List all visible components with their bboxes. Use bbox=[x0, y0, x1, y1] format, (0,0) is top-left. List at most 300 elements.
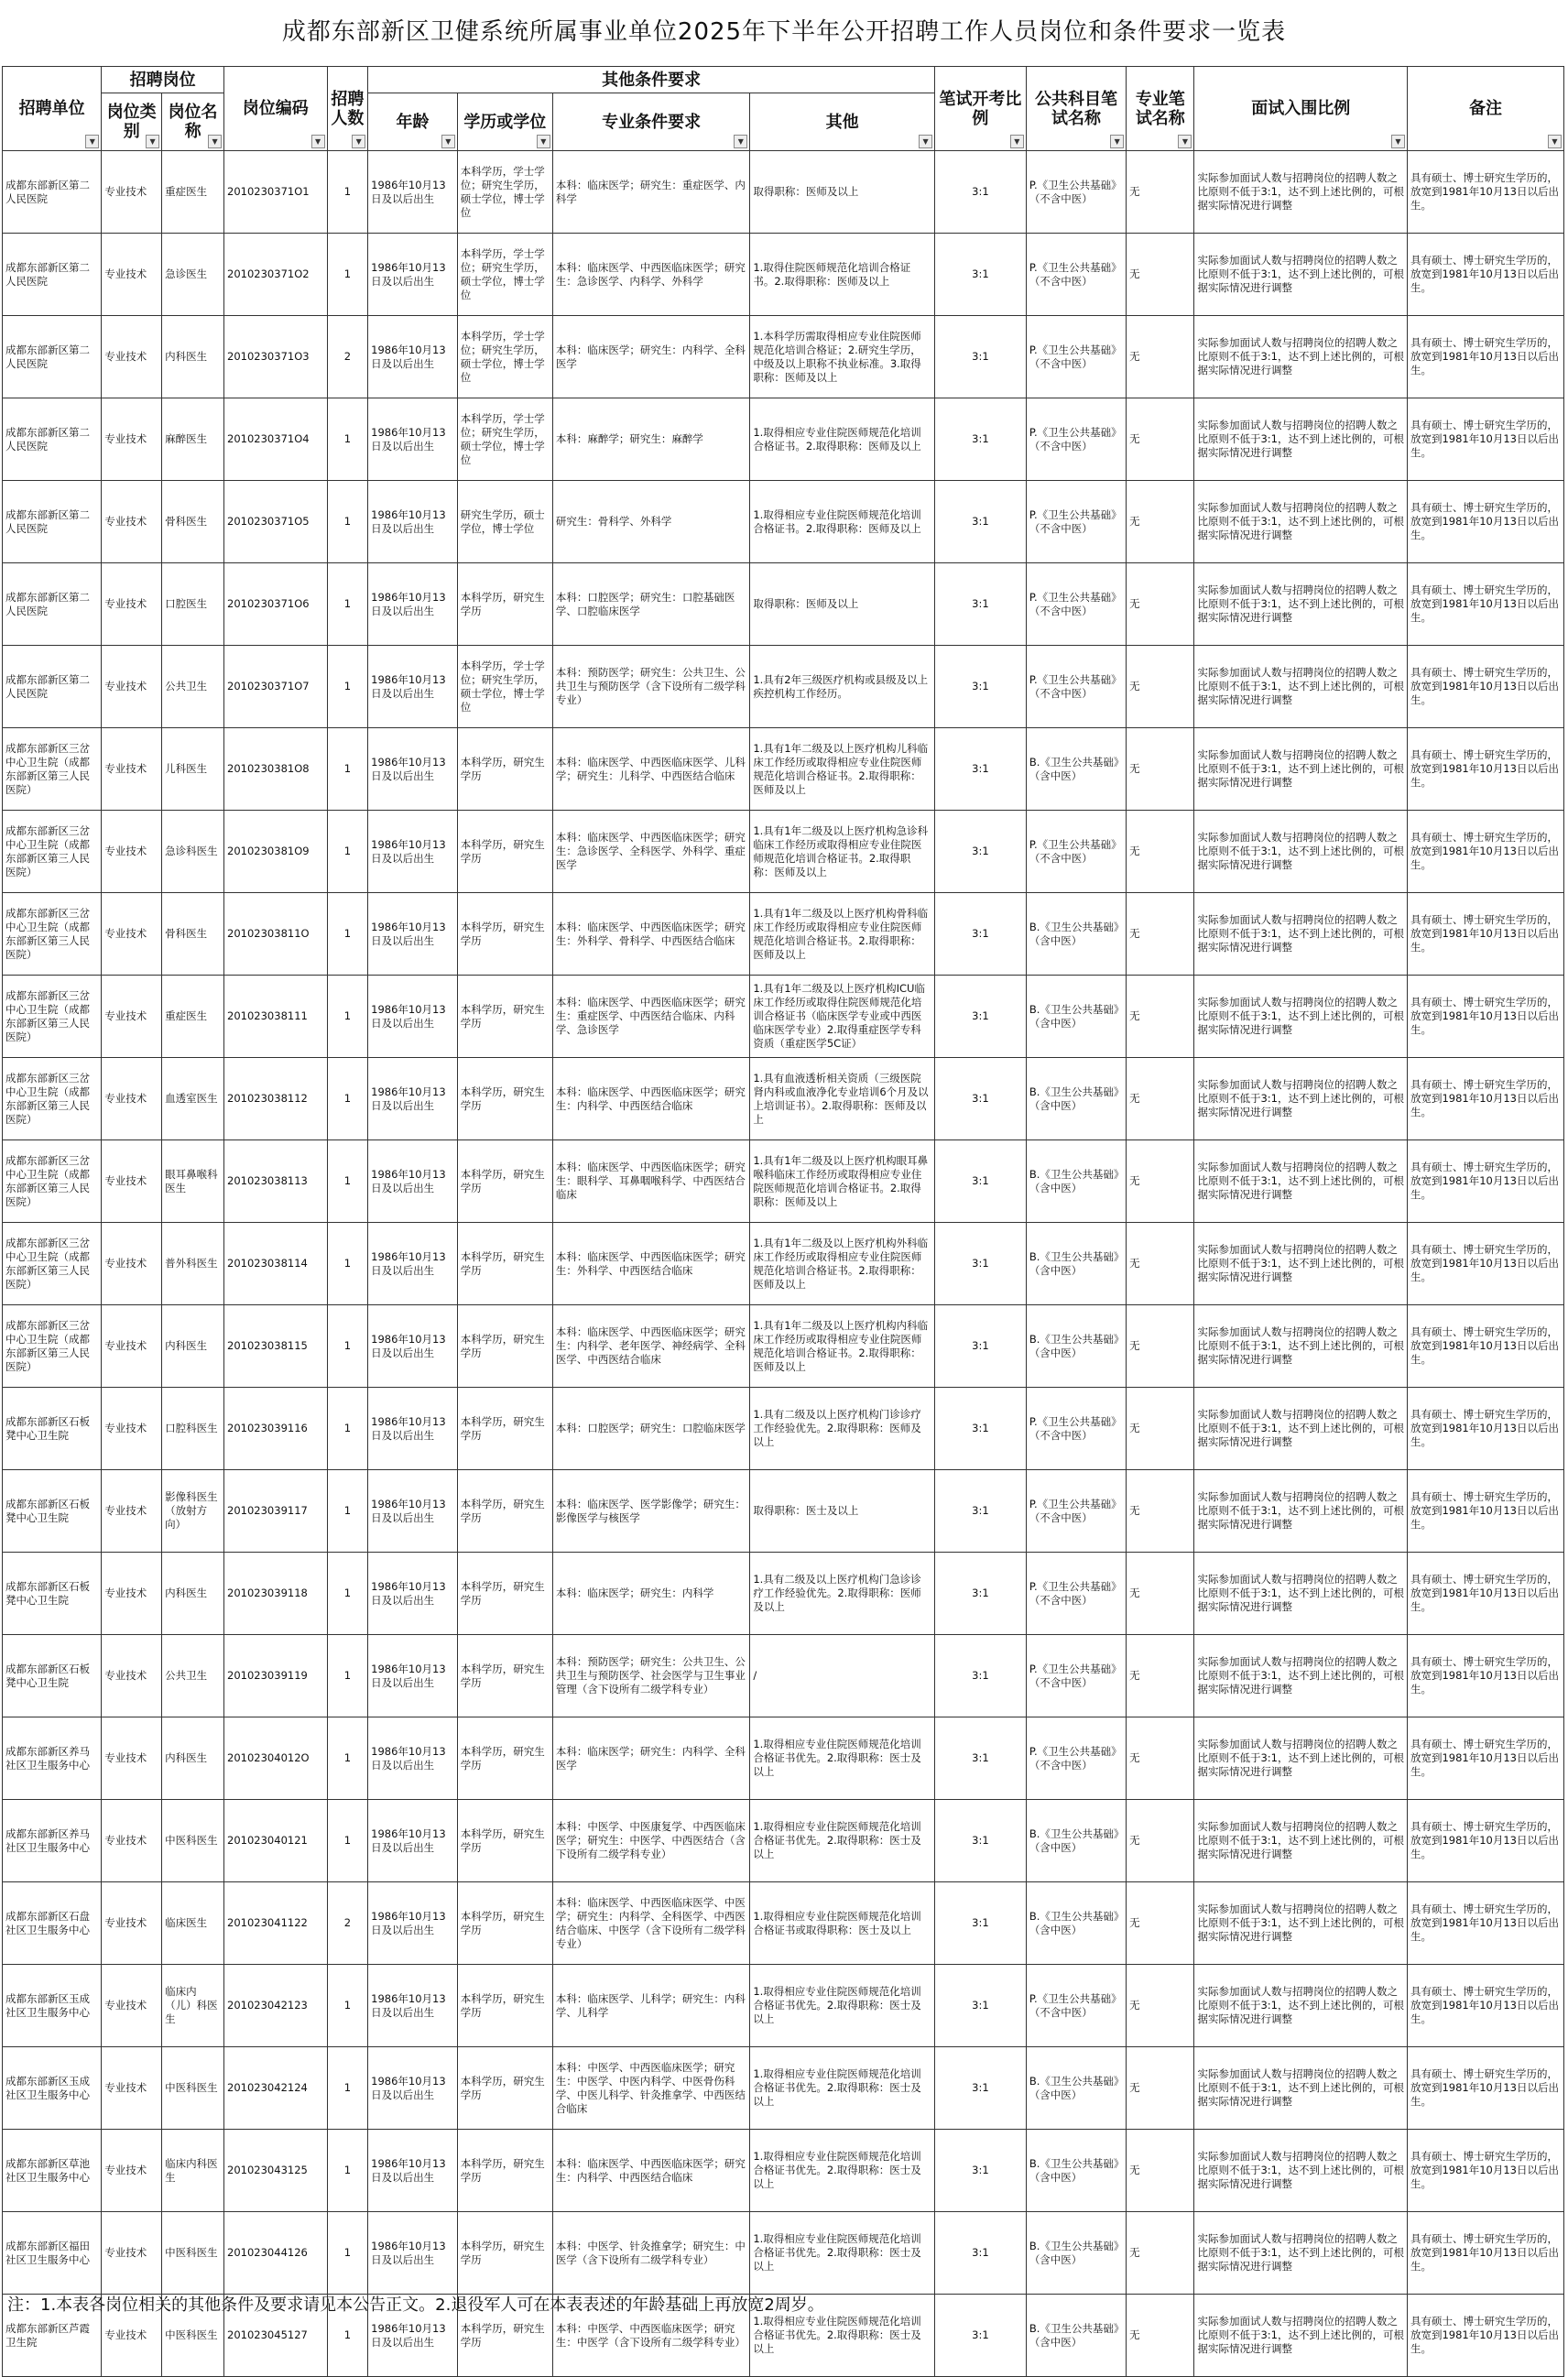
cell-age: 1986年10月13日及以后出生 bbox=[368, 1223, 458, 1305]
table-row bbox=[3, 728, 1564, 811]
cell-other: 取得职称：医师及以上 bbox=[750, 151, 935, 234]
cell-prof-exam: 无 bbox=[1127, 1800, 1194, 1882]
cell-unit: 成都东部新区三岔中心卫生院（成都东部新区第三人民医院） bbox=[3, 893, 102, 976]
cell-interview-ratio: 实际参加面试人数与招聘岗位的招聘人数之比原则不低于3:1，达不到上述比例的，可根据实际情况进行调整 bbox=[1194, 1717, 1408, 1800]
table-row bbox=[3, 1305, 1564, 1388]
cell-position-name: 重症医生 bbox=[162, 976, 224, 1058]
cell-major: 本科：临床医学、中西医临床医学；研究生：急诊医学、内科学、外科学 bbox=[552, 234, 750, 316]
cell-education: 本科学历，研究生学历 bbox=[457, 2130, 552, 2212]
cell-position-code: 201023041122 bbox=[224, 1882, 328, 1965]
cell-age: 1986年10月13日及以后出生 bbox=[368, 1800, 458, 1882]
cell-public-subject: P.《卫生公共基础》（不含中医） bbox=[1026, 1553, 1126, 1635]
cell-interview-ratio: 实际参加面试人数与招聘岗位的招聘人数之比原则不低于3:1，达不到上述比例的，可根据实际情况进行调整 bbox=[1194, 1470, 1408, 1553]
cell-exam-ratio: 3:1 bbox=[935, 481, 1027, 563]
cell-major: 本科：预防医学；研究生：公共卫生、公共卫生与预防医学（含下设所有二级学科专业） bbox=[552, 646, 750, 728]
cell-age: 1986年10月13日及以后出生 bbox=[368, 1388, 458, 1470]
cell-public-subject: B.《卫生公共基础》（含中医） bbox=[1026, 2047, 1126, 2130]
header-public-subject: 公共科目笔试名称 ▼ bbox=[1026, 67, 1126, 151]
cell-other: 1.具有1年二级及以上医疗机构儿科临床工作经历或取得相应专业住院医师规范化培训合格证书。2.取得职称：医师及以上 bbox=[750, 728, 935, 811]
cell-other: 1.具有1年二级及以上医疗机构眼耳鼻喉科临床工作经历或取得相应专业住院医师规范化培训合格证书。2.取得职称：医师及以上 bbox=[750, 1140, 935, 1223]
cell-remark: 具有硕士、博士研究生学历的，放宽到1981年10月13日以后出生。 bbox=[1407, 2212, 1563, 2295]
cell-unit: 成都东部新区第二人民医院 bbox=[3, 563, 102, 646]
cell-position-type: 专业技术 bbox=[102, 1635, 162, 1717]
cell-position-code: 2010230381O9 bbox=[224, 811, 328, 893]
cell-exam-ratio: 3:1 bbox=[935, 646, 1027, 728]
dropdown-arrow-icon[interactable]: ▼ bbox=[1178, 135, 1192, 148]
cell-position-name: 骨科医生 bbox=[162, 893, 224, 976]
cell-position-type: 专业技术 bbox=[102, 1140, 162, 1223]
cell-major: 本科：临床医学、中西医临床医学；研究生：外科学、骨科学、中西医结合临床 bbox=[552, 893, 750, 976]
dropdown-arrow-icon[interactable]: ▼ bbox=[85, 135, 99, 148]
cell-education: 本科学历，学士学位；研究生学历，硕士学位，博士学位 bbox=[457, 316, 552, 398]
cell-remark: 具有硕士、博士研究生学历的，放宽到1981年10月13日以后出生。 bbox=[1407, 563, 1563, 646]
cell-count: 1 bbox=[327, 1058, 368, 1140]
cell-age: 1986年10月13日及以后出生 bbox=[368, 893, 458, 976]
cell-age: 1986年10月13日及以后出生 bbox=[368, 1553, 458, 1635]
cell-public-subject: B.《卫生公共基础》（含中医） bbox=[1026, 893, 1126, 976]
cell-position-code: 201023043125 bbox=[224, 2130, 328, 2212]
cell-prof-exam: 无 bbox=[1127, 1470, 1194, 1553]
cell-exam-ratio: 3:1 bbox=[935, 1882, 1027, 1965]
cell-public-subject: B.《卫生公共基础》（含中医） bbox=[1026, 1882, 1126, 1965]
cell-position-code: 2010230371O6 bbox=[224, 563, 328, 646]
cell-prof-exam: 无 bbox=[1127, 646, 1194, 728]
cell-prof-exam: 无 bbox=[1127, 234, 1194, 316]
cell-position-type: 专业技术 bbox=[102, 646, 162, 728]
cell-exam-ratio: 3:1 bbox=[935, 234, 1027, 316]
cell-count: 1 bbox=[327, 2130, 368, 2212]
cell-other: 1.取得相应专业住院医师规范化培训合格证书优先。2.取得职称：医士及以上 bbox=[750, 2295, 935, 2377]
cell-major: 本科：临床医学；研究生：内科学 bbox=[552, 1553, 750, 1635]
cell-public-subject: P.《卫生公共基础》（不含中医） bbox=[1026, 1717, 1126, 1800]
cell-interview-ratio: 实际参加面试人数与招聘岗位的招聘人数之比原则不低于3:1，达不到上述比例的，可根据实际情况进行调整 bbox=[1194, 1965, 1408, 2047]
cell-remark: 具有硕士、博士研究生学历的，放宽到1981年10月13日以后出生。 bbox=[1407, 1965, 1563, 2047]
cell-exam-ratio: 3:1 bbox=[935, 316, 1027, 398]
header-major: 专业条件要求 ▼ bbox=[552, 93, 750, 151]
table-row bbox=[3, 2047, 1564, 2130]
cell-unit: 成都东部新区三岔中心卫生院（成都东部新区第三人民医院） bbox=[3, 976, 102, 1058]
cell-unit: 成都东部新区三岔中心卫生院（成都东部新区第三人民医院） bbox=[3, 1058, 102, 1140]
cell-age: 1986年10月13日及以后出生 bbox=[368, 1965, 458, 2047]
header-age: 年龄 ▼ bbox=[368, 93, 458, 151]
cell-education: 本科学历，研究生学历 bbox=[457, 1800, 552, 1882]
cell-position-code: 201023038113 bbox=[224, 1140, 328, 1223]
cell-unit: 成都东部新区福田社区卫生服务中心 bbox=[3, 2212, 102, 2295]
header-position-group: 招聘岗位 bbox=[102, 67, 224, 93]
cell-position-name: 公共卫生 bbox=[162, 646, 224, 728]
cell-major: 本科：中医学、中西医临床医学；研究生：中医学（含下设所有二级学科专业） bbox=[552, 2295, 750, 2377]
cell-education: 本科学历，研究生学历 bbox=[457, 893, 552, 976]
cell-count: 1 bbox=[327, 1800, 368, 1882]
header-other-conditions: 其他条件要求 bbox=[368, 67, 935, 93]
cell-prof-exam: 无 bbox=[1127, 563, 1194, 646]
cell-education: 本科学历，研究生学历 bbox=[457, 2047, 552, 2130]
cell-count: 1 bbox=[327, 1717, 368, 1800]
dropdown-arrow-icon[interactable]: ▼ bbox=[441, 135, 455, 148]
cell-other: 1.本科学历需取得相应专业住院医师规范化培训合格证；2.研究生学历，中级及以上职称不执业标准。3.取得职称：医师及以上 bbox=[750, 316, 935, 398]
cell-position-code: 201023039116 bbox=[224, 1388, 328, 1470]
cell-position-code: 201023038111 bbox=[224, 976, 328, 1058]
cell-position-type: 专业技术 bbox=[102, 1305, 162, 1388]
cell-age: 1986年10月13日及以后出生 bbox=[368, 2212, 458, 2295]
cell-major: 本科：临床医学、中西医临床医学；研究生：内科学、中西医结合临床 bbox=[552, 2130, 750, 2212]
cell-position-type: 专业技术 bbox=[102, 1882, 162, 1965]
cell-major: 本科：临床医学、中西医临床医学；研究生：外科学、中西医结合临床 bbox=[552, 1223, 750, 1305]
cell-interview-ratio: 实际参加面试人数与招聘岗位的招聘人数之比原则不低于3:1，达不到上述比例的，可根据实际情况进行调整 bbox=[1194, 1635, 1408, 1717]
dropdown-arrow-icon[interactable]: ▼ bbox=[311, 135, 325, 148]
cell-remark: 具有硕士、博士研究生学历的，放宽到1981年10月13日以后出生。 bbox=[1407, 1882, 1563, 1965]
cell-interview-ratio: 实际参加面试人数与招聘岗位的招聘人数之比原则不低于3:1，达不到上述比例的，可根据实际情况进行调整 bbox=[1194, 976, 1408, 1058]
cell-major: 本科：临床医学、中西医临床医学；研究生：内科学、老年医学、神经病学、全科医学、中西医结合临床 bbox=[552, 1305, 750, 1388]
cell-position-code: 2010230381O8 bbox=[224, 728, 328, 811]
cell-position-name: 内科医生 bbox=[162, 316, 224, 398]
cell-unit: 成都东部新区三岔中心卫生院（成都东部新区第三人民医院） bbox=[3, 1305, 102, 1388]
cell-position-type: 专业技术 bbox=[102, 2295, 162, 2377]
cell-position-type: 专业技术 bbox=[102, 893, 162, 976]
cell-other: 1.具有血液透析相关资质（三级医院肾内科或血液净化专业培训6个月及以上培训证书）。2.取得职称：医师及以上 bbox=[750, 1058, 935, 1140]
cell-public-subject: B.《卫生公共基础》（含中医） bbox=[1026, 1223, 1126, 1305]
cell-exam-ratio: 3:1 bbox=[935, 1553, 1027, 1635]
cell-exam-ratio: 3:1 bbox=[935, 1800, 1027, 1882]
dropdown-arrow-icon[interactable]: ▼ bbox=[1110, 135, 1124, 148]
cell-education: 本科学历，研究生学历 bbox=[457, 2212, 552, 2295]
cell-other: 1.具有1年二级及以上医疗机构ICU临床工作经历或取得住院医师规范化培训合格证书（临床医学专业或中西医临床医学专业）2.取得重症医学专科资质（重症医学5C证） bbox=[750, 976, 935, 1058]
dropdown-arrow-icon[interactable]: ▼ bbox=[919, 135, 932, 148]
cell-education: 本科学历，研究生学历 bbox=[457, 1223, 552, 1305]
cell-interview-ratio: 实际参加面试人数与招聘岗位的招聘人数之比原则不低于3:1，达不到上述比例的，可根据实际情况进行调整 bbox=[1194, 316, 1408, 398]
cell-remark: 具有硕士、博士研究生学历的，放宽到1981年10月13日以后出生。 bbox=[1407, 481, 1563, 563]
cell-interview-ratio: 实际参加面试人数与招聘岗位的招聘人数之比原则不低于3:1，达不到上述比例的，可根据实际情况进行调整 bbox=[1194, 2047, 1408, 2130]
cell-other: 1.具有2年三级医疗机构或县级及以上疾控机构工作经历。 bbox=[750, 646, 935, 728]
cell-public-subject: P.《卫生公共基础》（不含中医） bbox=[1026, 563, 1126, 646]
cell-position-name: 影像科医生（放射方向） bbox=[162, 1470, 224, 1553]
cell-position-code: 20102304012O bbox=[224, 1717, 328, 1800]
cell-education: 本科学历，研究生学历 bbox=[457, 811, 552, 893]
table-row bbox=[3, 2130, 1564, 2212]
header-unit: 招聘单位 ▼ bbox=[3, 67, 102, 151]
dropdown-arrow-icon[interactable]: ▼ bbox=[352, 135, 365, 148]
cell-unit: 成都东部新区养马社区卫生服务中心 bbox=[3, 1717, 102, 1800]
header-position-name: 岗位名称 ▼ bbox=[162, 93, 224, 151]
table-row bbox=[3, 1635, 1564, 1717]
cell-age: 1986年10月13日及以后出生 bbox=[368, 234, 458, 316]
cell-position-code: 2010230371O1 bbox=[224, 151, 328, 234]
cell-exam-ratio: 3:1 bbox=[935, 2130, 1027, 2212]
cell-exam-ratio: 3:1 bbox=[935, 811, 1027, 893]
cell-count: 1 bbox=[327, 2212, 368, 2295]
cell-major: 本科：临床医学、中西医临床医学；研究生：眼科学、耳鼻咽喉科学、中西医结合临床 bbox=[552, 1140, 750, 1223]
cell-other: 1.取得相应专业住院医师规范化培训合格证书优先。2.取得职称：医士及以上 bbox=[750, 1800, 935, 1882]
cell-unit: 成都东部新区三岔中心卫生院（成都东部新区第三人民医院） bbox=[3, 1140, 102, 1223]
cell-position-code: 201023042124 bbox=[224, 2047, 328, 2130]
cell-unit: 成都东部新区石板凳中心卫生院 bbox=[3, 1553, 102, 1635]
cell-age: 1986年10月13日及以后出生 bbox=[368, 1140, 458, 1223]
cell-interview-ratio: 实际参加面试人数与招聘岗位的招聘人数之比原则不低于3:1，达不到上述比例的，可根据实际情况进行调整 bbox=[1194, 1140, 1408, 1223]
cell-public-subject: P.《卫生公共基础》（不含中医） bbox=[1026, 481, 1126, 563]
cell-remark: 具有硕士、博士研究生学历的，放宽到1981年10月13日以后出生。 bbox=[1407, 646, 1563, 728]
cell-prof-exam: 无 bbox=[1127, 1140, 1194, 1223]
cell-remark: 具有硕士、博士研究生学历的，放宽到1981年10月13日以后出生。 bbox=[1407, 1553, 1563, 1635]
cell-count: 1 bbox=[327, 481, 368, 563]
cell-exam-ratio: 3:1 bbox=[935, 1635, 1027, 1717]
cell-prof-exam: 无 bbox=[1127, 1717, 1194, 1800]
header-position-code: 岗位编码 ▼ bbox=[224, 67, 328, 151]
cell-prof-exam: 无 bbox=[1127, 1635, 1194, 1717]
cell-position-name: 血透室医生 bbox=[162, 1058, 224, 1140]
table-row bbox=[3, 1965, 1564, 2047]
cell-exam-ratio: 3:1 bbox=[935, 1388, 1027, 1470]
table-row bbox=[3, 1140, 1564, 1223]
table-row bbox=[3, 976, 1564, 1058]
table-row bbox=[3, 1800, 1564, 1882]
cell-position-type: 专业技术 bbox=[102, 151, 162, 234]
dropdown-arrow-icon[interactable]: ▼ bbox=[208, 135, 222, 148]
cell-position-name: 临床内科医生 bbox=[162, 2130, 224, 2212]
cell-other: 1.具有1年二级及以上医疗机构外科临床工作经历或取得相应专业住院医师规范化培训合格证书。2.取得职称：医师及以上 bbox=[750, 1223, 935, 1305]
cell-public-subject: B.《卫生公共基础》（含中医） bbox=[1026, 1058, 1126, 1140]
cell-exam-ratio: 3:1 bbox=[935, 1223, 1027, 1305]
header-count: 招聘人数 ▼ bbox=[327, 67, 368, 151]
cell-major: 本科：临床医学、中西医临床医学；研究生：重症医学、中西医结合临床、内科学、急诊医学 bbox=[552, 976, 750, 1058]
cell-other: 1.具有二级及以上医疗机构门诊诊疗工作经验优先。2.取得职称：医师及以上 bbox=[750, 1388, 935, 1470]
cell-major: 本科：口腔医学；研究生：口腔基础医学、口腔临床医学 bbox=[552, 563, 750, 646]
cell-position-type: 专业技术 bbox=[102, 2047, 162, 2130]
cell-age: 1986年10月13日及以后出生 bbox=[368, 1635, 458, 1717]
cell-count: 1 bbox=[327, 151, 368, 234]
cell-position-type: 专业技术 bbox=[102, 1965, 162, 2047]
cell-position-name: 中医科医生 bbox=[162, 2295, 224, 2377]
cell-major: 本科：预防医学；研究生：公共卫生、公共卫生与预防医学、社会医学与卫生事业管理（含下设所有二级学科专业） bbox=[552, 1635, 750, 1717]
cell-prof-exam: 无 bbox=[1127, 1305, 1194, 1388]
cell-public-subject: B.《卫生公共基础》（含中医） bbox=[1026, 2130, 1126, 2212]
cell-position-name: 眼耳鼻喉科医生 bbox=[162, 1140, 224, 1223]
cell-interview-ratio: 实际参加面试人数与招聘岗位的招聘人数之比原则不低于3:1，达不到上述比例的，可根据实际情况进行调整 bbox=[1194, 646, 1408, 728]
dropdown-arrow-icon[interactable]: ▼ bbox=[1548, 135, 1562, 148]
cell-unit: 成都东部新区第二人民医院 bbox=[3, 481, 102, 563]
table-row bbox=[3, 1223, 1564, 1305]
cell-position-name: 骨科医生 bbox=[162, 481, 224, 563]
cell-position-name: 普外科医生 bbox=[162, 1223, 224, 1305]
cell-position-code: 201023038112 bbox=[224, 1058, 328, 1140]
cell-unit: 成都东部新区草池社区卫生服务中心 bbox=[3, 2130, 102, 2212]
cell-public-subject: B.《卫生公共基础》（含中医） bbox=[1026, 728, 1126, 811]
cell-count: 2 bbox=[327, 316, 368, 398]
cell-count: 1 bbox=[327, 976, 368, 1058]
cell-count: 1 bbox=[327, 1140, 368, 1223]
dropdown-arrow-icon[interactable]: ▼ bbox=[146, 135, 159, 148]
cell-position-name: 儿科医生 bbox=[162, 728, 224, 811]
cell-interview-ratio: 实际参加面试人数与招聘岗位的招聘人数之比原则不低于3:1，达不到上述比例的，可根据实际情况进行调整 bbox=[1194, 234, 1408, 316]
cell-position-code: 201023039118 bbox=[224, 1553, 328, 1635]
cell-major: 本科：中医学、中医康复学、中西医临床医学；研究生：中医学、中西医结合（含下设所有二级学科专业） bbox=[552, 1800, 750, 1882]
cell-remark: 具有硕士、博士研究生学历的，放宽到1981年10月13日以后出生。 bbox=[1407, 1470, 1563, 1553]
cell-interview-ratio: 实际参加面试人数与招聘岗位的招聘人数之比原则不低于3:1，达不到上述比例的，可根据实际情况进行调整 bbox=[1194, 2295, 1408, 2377]
cell-count: 1 bbox=[327, 1388, 368, 1470]
cell-public-subject: P.《卫生公共基础》（不含中医） bbox=[1026, 398, 1126, 481]
cell-other: / bbox=[750, 1635, 935, 1717]
cell-exam-ratio: 3:1 bbox=[935, 151, 1027, 234]
cell-major: 本科：临床医学；研究生：内科学、全科医学 bbox=[552, 316, 750, 398]
cell-public-subject: P.《卫生公共基础》（不含中医） bbox=[1026, 151, 1126, 234]
cell-education: 本科学历，研究生学历 bbox=[457, 1717, 552, 1800]
page-title: 成都东部新区卫健系统所属事业单位2025年下半年公开招聘工作人员岗位和条件要求一览表 bbox=[281, 18, 1287, 46]
header-education: 学历或学位 ▼ bbox=[457, 93, 552, 151]
cell-interview-ratio: 实际参加面试人数与招聘岗位的招聘人数之比原则不低于3:1，达不到上述比例的，可根据实际情况进行调整 bbox=[1194, 1388, 1408, 1470]
cell-position-type: 专业技术 bbox=[102, 1470, 162, 1553]
cell-exam-ratio: 3:1 bbox=[935, 1470, 1027, 1553]
cell-education: 本科学历，学士学位；研究生学历，硕士学位，博士学位 bbox=[457, 151, 552, 234]
cell-unit: 成都东部新区第二人民医院 bbox=[3, 151, 102, 234]
table-row bbox=[3, 1553, 1564, 1635]
cell-prof-exam: 无 bbox=[1127, 2212, 1194, 2295]
cell-major: 本科：临床医学、医学影像学；研究生：影像医学与核医学 bbox=[552, 1470, 750, 1553]
cell-education: 本科学历，研究生学历 bbox=[457, 1470, 552, 1553]
cell-other: 取得职称：医士及以上 bbox=[750, 1470, 935, 1553]
cell-prof-exam: 无 bbox=[1127, 2047, 1194, 2130]
dropdown-arrow-icon[interactable]: ▼ bbox=[1010, 135, 1024, 148]
cell-public-subject: P.《卫生公共基础》（不含中医） bbox=[1026, 1470, 1126, 1553]
cell-remark: 具有硕士、博士研究生学历的，放宽到1981年10月13日以后出生。 bbox=[1407, 2047, 1563, 2130]
cell-major: 本科：临床医学、儿科学；研究生：内科学、儿科学 bbox=[552, 1965, 750, 2047]
cell-position-name: 重症医生 bbox=[162, 151, 224, 234]
cell-remark: 具有硕士、博士研究生学历的，放宽到1981年10月13日以后出生。 bbox=[1407, 893, 1563, 976]
cell-position-code: 2010230371O5 bbox=[224, 481, 328, 563]
cell-prof-exam: 无 bbox=[1127, 976, 1194, 1058]
cell-age: 1986年10月13日及以后出生 bbox=[368, 316, 458, 398]
cell-education: 本科学历，研究生学历 bbox=[457, 728, 552, 811]
cell-remark: 具有硕士、博士研究生学历的，放宽到1981年10月13日以后出生。 bbox=[1407, 1223, 1563, 1305]
cell-interview-ratio: 实际参加面试人数与招聘岗位的招聘人数之比原则不低于3:1，达不到上述比例的，可根据实际情况进行调整 bbox=[1194, 1223, 1408, 1305]
cell-major: 本科：中医学、中西医临床医学；研究生：中医学、中医内科学、中医骨伤科学、中医儿科学、针灸推拿学、中西医结合临床 bbox=[552, 2047, 750, 2130]
cell-other: 1.取得相应专业住院医师规范化培训合格证书优先。2.取得职称：医士及以上 bbox=[750, 2130, 935, 2212]
cell-education: 本科学历，研究生学历 bbox=[457, 976, 552, 1058]
cell-education: 本科学历，研究生学历 bbox=[457, 2295, 552, 2377]
cell-exam-ratio: 3:1 bbox=[935, 1305, 1027, 1388]
cell-remark: 具有硕士、博士研究生学历的，放宽到1981年10月13日以后出生。 bbox=[1407, 1305, 1563, 1388]
cell-unit: 成都东部新区石板凳中心卫生院 bbox=[3, 1470, 102, 1553]
cell-interview-ratio: 实际参加面试人数与招聘岗位的招聘人数之比原则不低于3:1，达不到上述比例的，可根据实际情况进行调整 bbox=[1194, 1305, 1408, 1388]
cell-count: 1 bbox=[327, 1305, 368, 1388]
cell-position-type: 专业技术 bbox=[102, 563, 162, 646]
cell-other: 取得职称：医师及以上 bbox=[750, 563, 935, 646]
cell-other: 1.取得相应专业住院医师规范化培训合格证书优先。2.取得职称：医士及以上 bbox=[750, 1717, 935, 1800]
cell-exam-ratio: 3:1 bbox=[935, 728, 1027, 811]
cell-other: 1.具有1年二级及以上医疗机构骨科临床工作经历或取得相应专业住院医师规范化培训合格证书。2.取得职称：医师及以上 bbox=[750, 893, 935, 976]
cell-major: 研究生：骨科学、外科学 bbox=[552, 481, 750, 563]
cell-public-subject: B.《卫生公共基础》（含中医） bbox=[1026, 1140, 1126, 1223]
cell-public-subject: P.《卫生公共基础》（不含中医） bbox=[1026, 646, 1126, 728]
cell-major: 本科：临床医学；研究生：重症医学、内科学 bbox=[552, 151, 750, 234]
cell-unit: 成都东部新区芦霞卫生院 bbox=[3, 2295, 102, 2377]
cell-interview-ratio: 实际参加面试人数与招聘岗位的招聘人数之比原则不低于3:1，达不到上述比例的，可根据实际情况进行调整 bbox=[1194, 1882, 1408, 1965]
cell-position-name: 麻醉医生 bbox=[162, 398, 224, 481]
header-prof-exam: 专业笔试名称 ▼ bbox=[1127, 67, 1194, 151]
dropdown-arrow-icon[interactable]: ▼ bbox=[1391, 135, 1405, 148]
cell-other: 1.取得相应专业住院医师规范化培训合格证书。2.取得职称：医师及以上 bbox=[750, 481, 935, 563]
cell-age: 1986年10月13日及以后出生 bbox=[368, 2295, 458, 2377]
cell-position-name: 临床医生 bbox=[162, 1882, 224, 1965]
cell-position-code: 201023045127 bbox=[224, 2295, 328, 2377]
cell-position-name: 急诊科医生 bbox=[162, 811, 224, 893]
cell-education: 本科学历，学士学位；研究生学历，硕士学位，博士学位 bbox=[457, 398, 552, 481]
cell-exam-ratio: 3:1 bbox=[935, 2047, 1027, 2130]
cell-count: 1 bbox=[327, 398, 368, 481]
cell-education: 研究生学历，硕士学位，博士学位 bbox=[457, 481, 552, 563]
cell-position-type: 专业技术 bbox=[102, 1058, 162, 1140]
cell-unit: 成都东部新区三岔中心卫生院（成都东部新区第三人民医院） bbox=[3, 1223, 102, 1305]
cell-public-subject: B.《卫生公共基础》（含中医） bbox=[1026, 1800, 1126, 1882]
cell-age: 1986年10月13日及以后出生 bbox=[368, 2130, 458, 2212]
cell-prof-exam: 无 bbox=[1127, 1965, 1194, 2047]
cell-position-name: 中医科医生 bbox=[162, 2212, 224, 2295]
cell-age: 1986年10月13日及以后出生 bbox=[368, 1882, 458, 1965]
dropdown-arrow-icon[interactable]: ▼ bbox=[734, 135, 747, 148]
cell-remark: 具有硕士、博士研究生学历的，放宽到1981年10月13日以后出生。 bbox=[1407, 728, 1563, 811]
cell-position-code: 201023038114 bbox=[224, 1223, 328, 1305]
cell-position-code: 20102303811O bbox=[224, 893, 328, 976]
cell-prof-exam: 无 bbox=[1127, 316, 1194, 398]
cell-count: 1 bbox=[327, 811, 368, 893]
cell-interview-ratio: 实际参加面试人数与招聘岗位的招聘人数之比原则不低于3:1，达不到上述比例的，可根据实际情况进行调整 bbox=[1194, 151, 1408, 234]
cell-unit: 成都东部新区玉成社区卫生服务中心 bbox=[3, 2047, 102, 2130]
cell-age: 1986年10月13日及以后出生 bbox=[368, 976, 458, 1058]
cell-prof-exam: 无 bbox=[1127, 1388, 1194, 1470]
cell-position-type: 专业技术 bbox=[102, 398, 162, 481]
cell-other: 1.具有1年二级及以上医疗机构急诊科临床工作经历或取得相应专业住院医师规范化培训合格证书。2.取得职称：医师及以上 bbox=[750, 811, 935, 893]
cell-position-name: 中医科医生 bbox=[162, 2047, 224, 2130]
cell-exam-ratio: 3:1 bbox=[935, 2295, 1027, 2377]
cell-position-name: 内科医生 bbox=[162, 1305, 224, 1388]
table-row bbox=[3, 811, 1564, 893]
cell-other: 1.取得住院医师规范化培训合格证书。2.取得职称：医师及以上 bbox=[750, 234, 935, 316]
table-row bbox=[3, 893, 1564, 976]
cell-exam-ratio: 3:1 bbox=[935, 976, 1027, 1058]
cell-prof-exam: 无 bbox=[1127, 893, 1194, 976]
cell-position-code: 2010230371O7 bbox=[224, 646, 328, 728]
cell-prof-exam: 无 bbox=[1127, 1058, 1194, 1140]
cell-public-subject: B.《卫生公共基础》（含中医） bbox=[1026, 1305, 1126, 1388]
cell-remark: 具有硕士、博士研究生学历的，放宽到1981年10月13日以后出生。 bbox=[1407, 2130, 1563, 2212]
cell-public-subject: B.《卫生公共基础》（含中医） bbox=[1026, 976, 1126, 1058]
cell-count: 1 bbox=[327, 2047, 368, 2130]
cell-count: 1 bbox=[327, 1470, 368, 1553]
cell-position-name: 口腔科医生 bbox=[162, 1388, 224, 1470]
cell-interview-ratio: 实际参加面试人数与招聘岗位的招聘人数之比原则不低于3:1，达不到上述比例的，可根据实际情况进行调整 bbox=[1194, 1058, 1408, 1140]
cell-remark: 具有硕士、博士研究生学历的，放宽到1981年10月13日以后出生。 bbox=[1407, 1140, 1563, 1223]
cell-education: 本科学历，研究生学历 bbox=[457, 1388, 552, 1470]
cell-count: 1 bbox=[327, 1553, 368, 1635]
dropdown-arrow-icon[interactable]: ▼ bbox=[537, 135, 550, 148]
cell-position-code: 201023044126 bbox=[224, 2212, 328, 2295]
cell-remark: 具有硕士、博士研究生学历的，放宽到1981年10月13日以后出生。 bbox=[1407, 316, 1563, 398]
cell-unit: 成都东部新区石板凳中心卫生院 bbox=[3, 1388, 102, 1470]
cell-interview-ratio: 实际参加面试人数与招聘岗位的招聘人数之比原则不低于3:1，达不到上述比例的，可根据实际情况进行调整 bbox=[1194, 563, 1408, 646]
cell-remark: 具有硕士、博士研究生学历的，放宽到1981年10月13日以后出生。 bbox=[1407, 151, 1563, 234]
cell-position-type: 专业技术 bbox=[102, 811, 162, 893]
cell-age: 1986年10月13日及以后出生 bbox=[368, 481, 458, 563]
cell-position-code: 201023039119 bbox=[224, 1635, 328, 1717]
cell-major: 本科：临床医学、中西医临床医学；研究生：内科学、中西医结合临床 bbox=[552, 1058, 750, 1140]
cell-interview-ratio: 实际参加面试人数与招聘岗位的招聘人数之比原则不低于3:1，达不到上述比例的，可根据实际情况进行调整 bbox=[1194, 893, 1408, 976]
cell-public-subject: P.《卫生公共基础》（不含中医） bbox=[1026, 1965, 1126, 2047]
cell-remark: 具有硕士、博士研究生学历的，放宽到1981年10月13日以后出生。 bbox=[1407, 976, 1563, 1058]
cell-remark: 具有硕士、博士研究生学历的，放宽到1981年10月13日以后出生。 bbox=[1407, 234, 1563, 316]
cell-age: 1986年10月13日及以后出生 bbox=[368, 563, 458, 646]
cell-position-type: 专业技术 bbox=[102, 2130, 162, 2212]
cell-age: 1986年10月13日及以后出生 bbox=[368, 1717, 458, 1800]
cell-major: 本科：临床医学、中西医临床医学、儿科学；研究生：儿科学、中西医结合临床 bbox=[552, 728, 750, 811]
cell-position-name: 口腔医生 bbox=[162, 563, 224, 646]
